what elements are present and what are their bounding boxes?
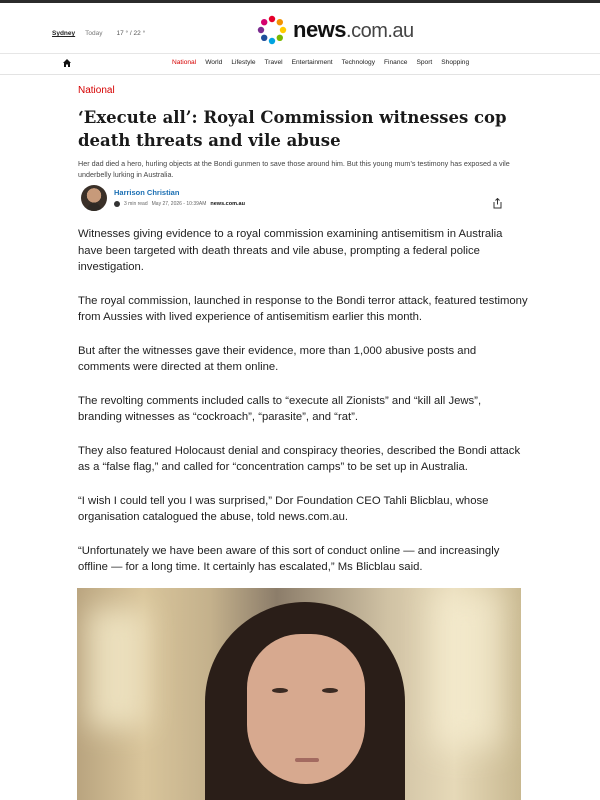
nav-item-world[interactable]: World [205, 59, 223, 66]
photo-background-light [431, 588, 501, 748]
nav-item-lifestyle[interactable]: Lifestyle [231, 59, 256, 66]
nav-item-technology[interactable]: Technology [341, 59, 376, 66]
body-paragraph: Witnesses giving evidence to a royal commission examining antisemitism in Australia have been targeted with death threats and vile abuse, prompting a federal police investigation. [78, 228, 503, 273]
body-paragraph: “I wish I could tell you I was surprised,” Dor Foundation CEO Tahli Blicblau, whose organisation catalogued the abuse, told news.com.au. [78, 494, 489, 523]
nav-item-entertainment[interactable]: Entertainment [291, 59, 333, 66]
clock-icon [114, 201, 120, 207]
weather-widget[interactable] [52, 30, 145, 37]
body-paragraph: The revolting comments included calls to “execute all Zionists” and “kill all Jews”, branding witnesses as “cockroach”, “parasite”, and “rat”. [78, 394, 482, 423]
article-standfirst: Her dad died a hero, hurling objects at the Bondi gunmen to save those around him. But this young mum’s testimony has exposed a vile underbelly lurking in Australia. [78, 159, 510, 179]
photo-subject-mouth [295, 758, 319, 762]
logo-wordmark [293, 17, 414, 43]
photo-background-light [87, 608, 147, 728]
share-icon[interactable] [493, 198, 502, 209]
news-logo-icon [257, 15, 287, 45]
article-photo[interactable] [77, 588, 521, 800]
read-time: 3 min read [124, 201, 148, 207]
photo-subject-eye [322, 688, 338, 693]
article-timestamp: May 27, 2026 - 10:39AM [151, 201, 207, 207]
photo-subject-eye [272, 688, 288, 693]
home-icon[interactable] [62, 58, 72, 68]
body-paragraph: The royal commission, launched in response to the Bondi terror attack, featured testimony from Aussies with lived experience of antisemitism earlier this month. [78, 294, 528, 323]
weather-temps: 17 ° / 22 ° [116, 30, 146, 37]
site-header [0, 3, 600, 54]
source-logo: news.com.au [210, 201, 245, 207]
nav-items [172, 59, 469, 66]
nav-item-finance[interactable]: Finance [384, 59, 408, 66]
nav-item-travel[interactable]: Travel [264, 59, 283, 66]
logo-domain: .com.au [346, 20, 414, 42]
article-meta [114, 201, 245, 207]
author-name[interactable]: Harrison Christian [114, 188, 180, 197]
nav-item-sport[interactable]: Sport [416, 59, 433, 66]
nav-item-shopping[interactable]: Shopping [441, 59, 470, 66]
site-logo[interactable] [257, 15, 414, 45]
main-nav [0, 54, 600, 75]
article-headline: ‘Execute all’: Royal Commission witnesses cop death threats and vile abuse [78, 108, 507, 150]
section-label[interactable]: National [78, 85, 115, 96]
logo-main: news [293, 17, 347, 42]
weather-city[interactable]: Sydney [52, 30, 76, 37]
body-paragraph: “Unfortunately we have been aware of this sort of conduct online — and increasingly offline — for a long time. It certainly has escalated,” Ms Blicblau said. [78, 544, 500, 573]
body-paragraph: But after the witnesses gave their evidence, more than 1,000 abusive posts and comments were directed at them online. [78, 344, 477, 373]
nav-item-national[interactable]: National [172, 59, 197, 66]
body-paragraph: They also featured Holocaust denial and conspiracy theories, described the Bondi attack as a “false flag,” and called for “concentration camps” to be set up in Australia. [78, 444, 521, 473]
weather-day: Today [85, 30, 103, 37]
author-avatar[interactable] [81, 185, 107, 211]
article-body [78, 226, 528, 593]
author-byline [78, 184, 508, 216]
